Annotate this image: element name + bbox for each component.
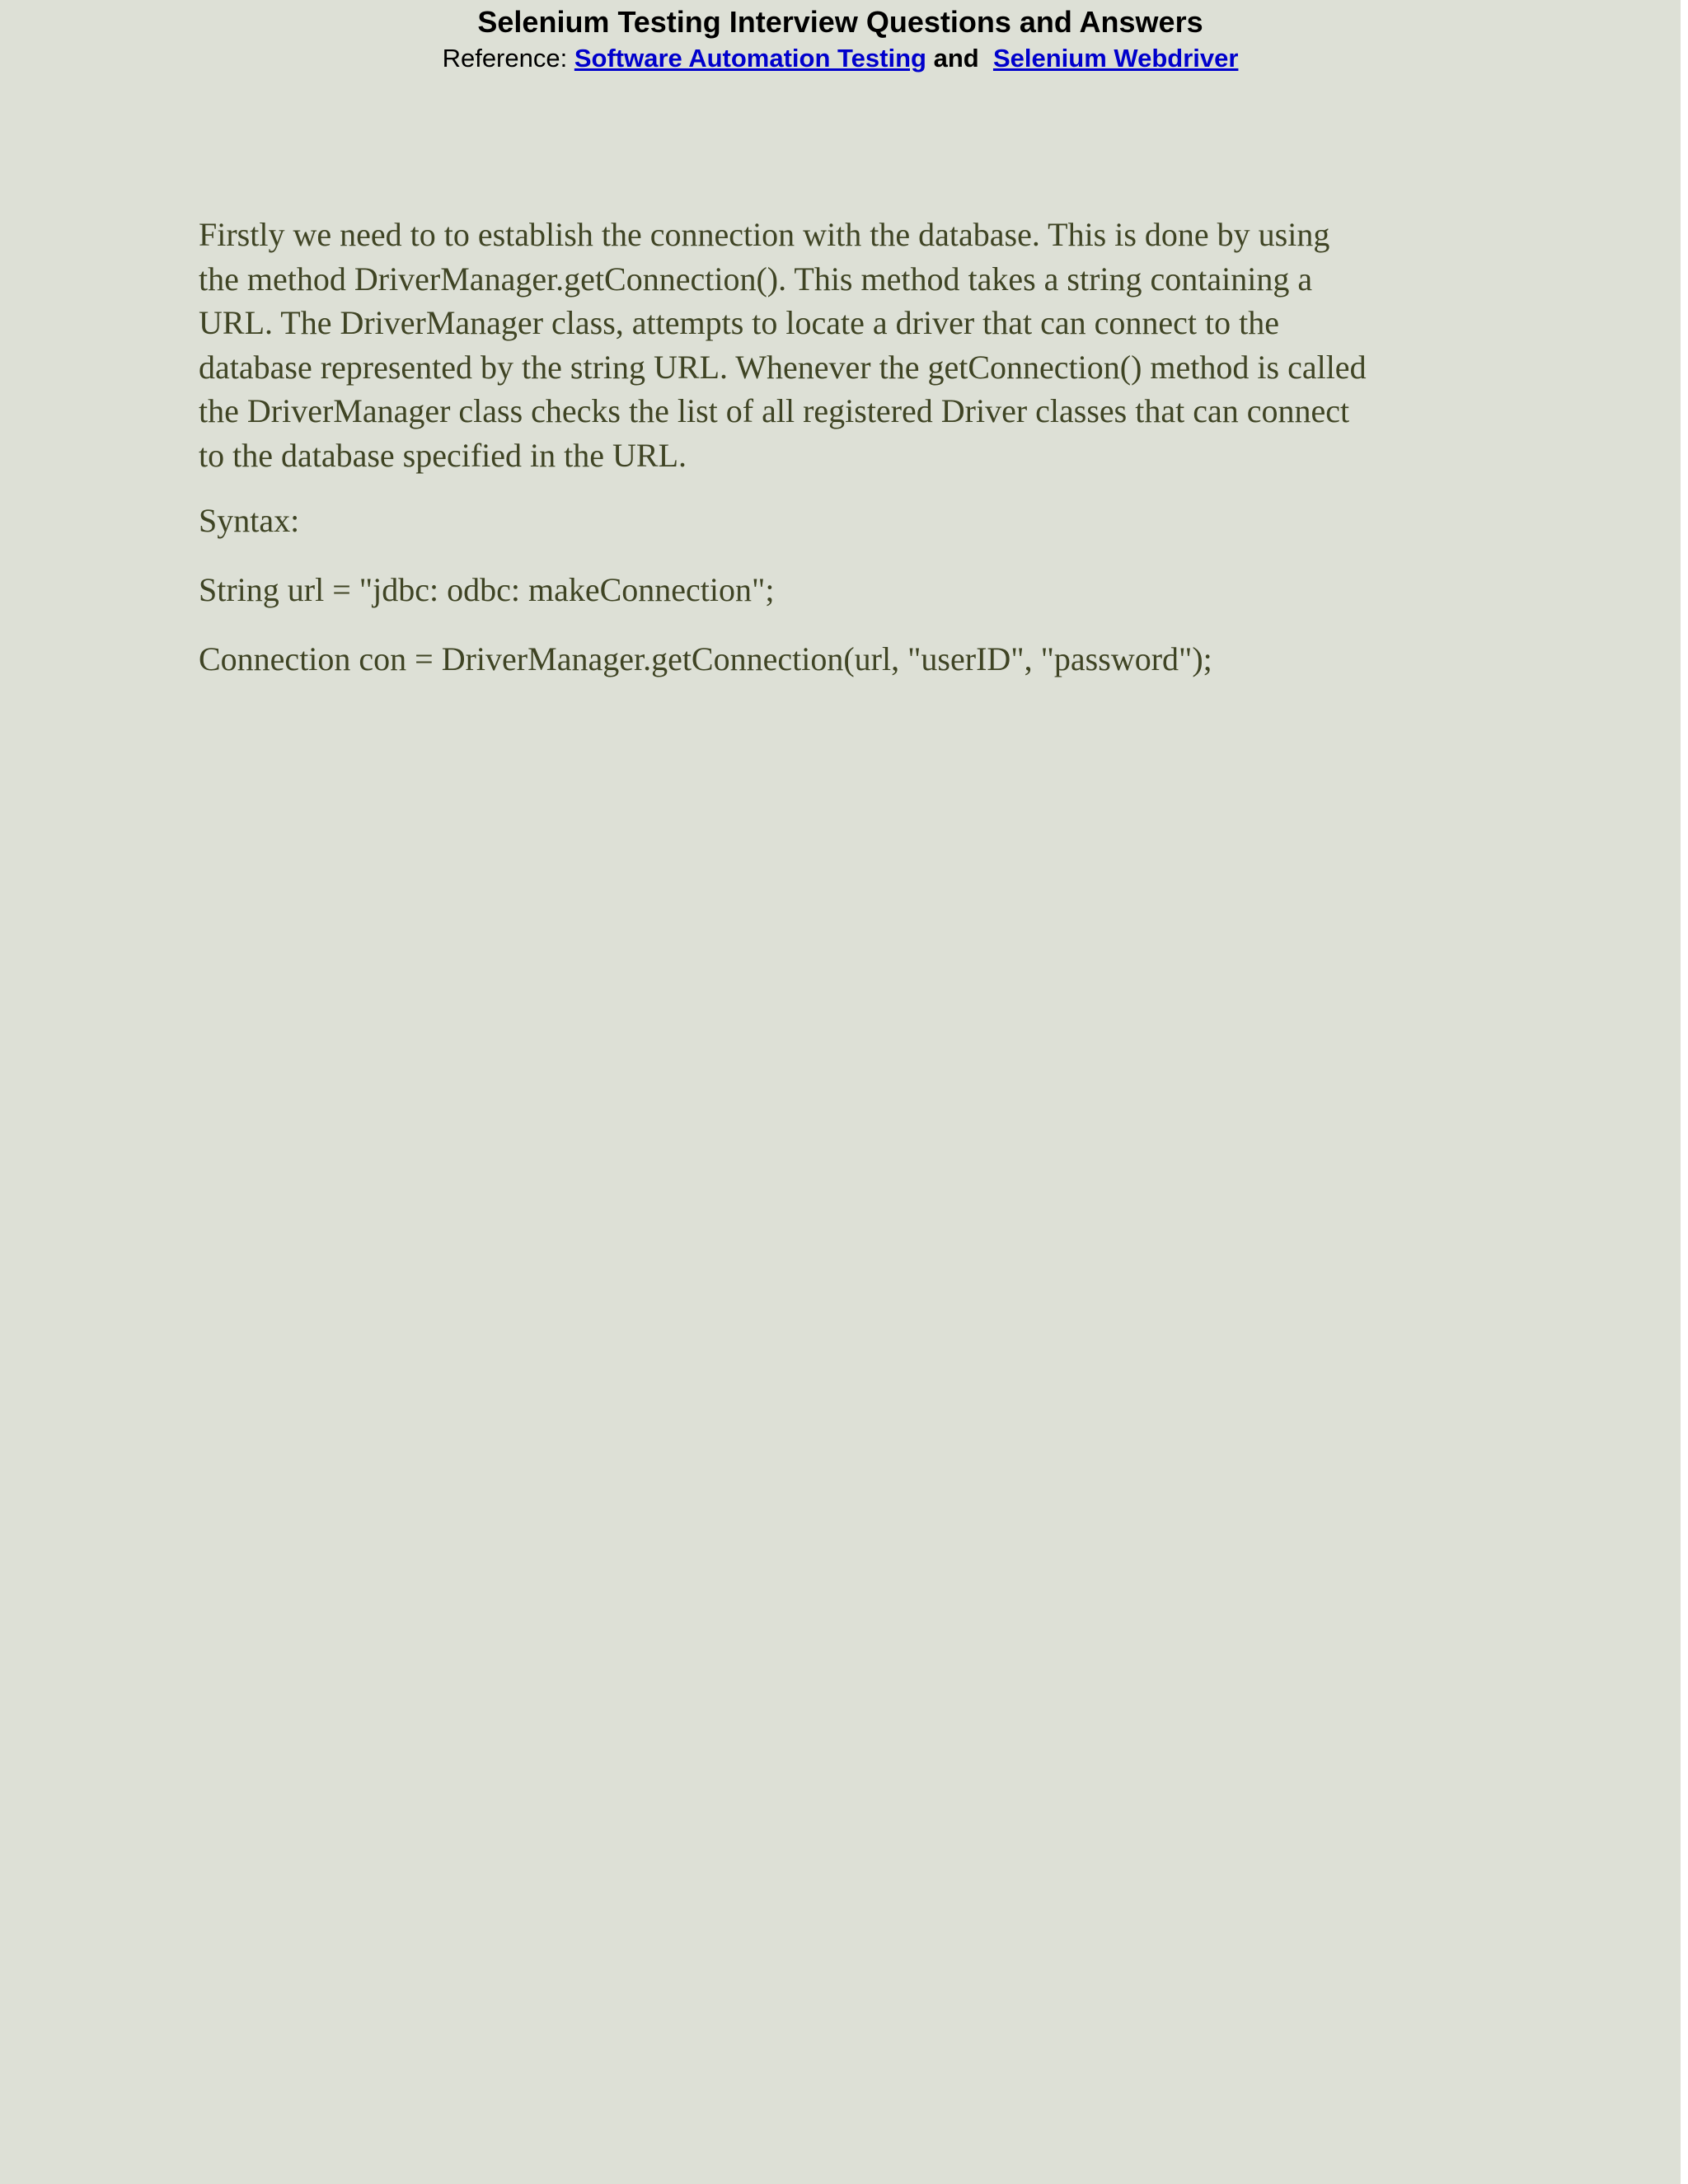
paragraph-line: the method DriverManager.getConnection(). This method takes a string containing a: [199, 260, 1313, 298]
paragraph-line: URL. The DriverManager class, attempts to locate a driver that can connect to the: [199, 304, 1279, 341]
connection-paragraph: [199, 213, 1484, 477]
reference-conjunction: and: [933, 44, 979, 73]
software-automation-testing-link[interactable]: Software Automation Testing: [574, 44, 926, 73]
paragraph-line: Firstly we need to to establish the connection with the database. This is done by using: [199, 216, 1330, 253]
reference-prefix: Reference:: [442, 44, 574, 73]
selenium-webdriver-link[interactable]: Selenium Webdriver: [992, 44, 1239, 73]
document-header: [0, 0, 1681, 76]
document-body: [199, 213, 1484, 682]
code-line-url: String url = "jdbc: odbc: makeConnection";: [199, 571, 775, 608]
reference-line: [0, 41, 1681, 76]
document-title: Selenium Testing Interview Questions and Answers: [477, 5, 1203, 39]
paragraph-line: the DriverManager class checks the list of all registered Driver classes that can connect: [199, 392, 1350, 429]
code-line-connection: Connection con = DriverManager.getConnection(url, "userID", "password");: [199, 640, 1212, 677]
paragraph-line: to the database specified in the URL.: [199, 436, 687, 474]
page-right-margin: [1681, 0, 1688, 2184]
syntax-label: Syntax:: [199, 502, 300, 539]
paragraph-line: database represented by the string URL. Whenever the getConnection() method is called: [199, 348, 1367, 386]
